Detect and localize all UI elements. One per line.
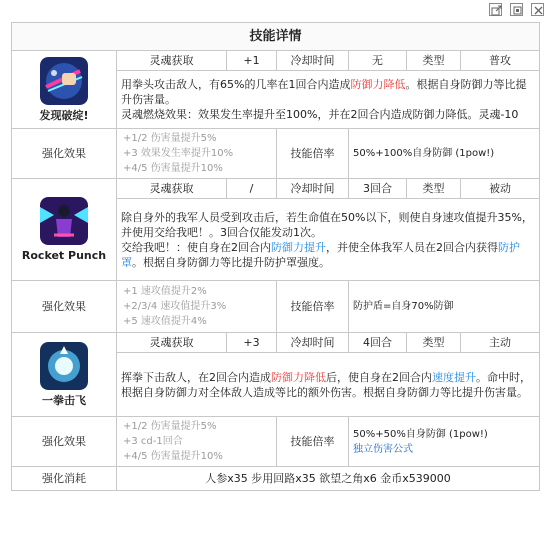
desc-text: 交给我吧！：使自身在2回合内 — [121, 240, 271, 254]
list-item: +4/5 伤害量提升10% — [123, 451, 223, 462]
desc-text: 。根据自身防御力等比提升防护罩强度。 — [132, 255, 330, 269]
multiplier-label: 技能倍率 — [277, 129, 349, 179]
enhance-label: 强化效果 — [12, 281, 117, 333]
buff-link[interactable]: 防御力提升 — [271, 240, 326, 254]
soul-obtain-label: 灵魂获取 — [117, 51, 227, 71]
type-label: 类型 — [407, 333, 461, 353]
desc-text: 。根据自身防御力等比提升伤害量。 — [121, 78, 527, 106]
skill-2-soul-value: / — [227, 179, 277, 199]
skill-3-multiplier-value: 50%+50%自身防御 (1pow!) — [353, 428, 488, 440]
skill-2-multiplier-value: 防护盾=自身70%防御 — [349, 281, 540, 333]
skill-3-enhance-list — [117, 417, 277, 467]
consume-value: 人参x35 步用回路x35 欲望之角x6 金币x539000 — [117, 467, 540, 491]
skill-2-cell — [12, 179, 117, 281]
close-icon[interactable] — [531, 3, 544, 16]
multiplier-label: 技能倍率 — [277, 281, 349, 333]
skill-1-multiplier-value: 50%+100%自身防御 (1pow!) — [349, 129, 540, 179]
skill-1-name: 发现破绽! — [39, 108, 89, 122]
desc-text: 灵魂燃烧效果：效果发生率提升至100%，并在2回合内造成防御力降低。灵魂-10 — [121, 108, 519, 121]
type-label: 类型 — [407, 51, 461, 71]
list-item: +5 速攻值提升4% — [123, 316, 207, 327]
list-item: +1/2 伤害量提升5% — [123, 421, 217, 432]
cooldown-label: 冷却时间 — [277, 179, 349, 199]
skill-detail-table — [11, 22, 540, 491]
multiplier-label: 技能倍率 — [277, 417, 349, 467]
skill-3-soul-value: +3 — [227, 333, 277, 353]
skill-2-enhance-list — [117, 281, 277, 333]
cooldown-label: 冷却时间 — [277, 51, 349, 71]
desc-text: 除自身外的我军人员受到攻击后，若生命值在50%以下，则使自身速攻值提升35%，并使用交给我吧！。3回合仅能发动1次。 — [121, 210, 533, 239]
enhance-label: 强化效果 — [12, 417, 117, 467]
formula-link[interactable]: 独立伤害公式 — [353, 443, 413, 455]
desc-text: ，并使全体我军人员在2回合内获得 — [326, 240, 498, 254]
fist-strike-icon — [40, 57, 88, 105]
skill-1-enhance-list — [117, 129, 277, 179]
list-item: +3 cd-1回合 — [123, 436, 183, 447]
desc-text: 挥拳下击敌人，在2回合内造成 — [121, 370, 271, 384]
skill-3-name: 一拳击飞 — [42, 393, 86, 407]
consume-label: 强化消耗 — [12, 467, 117, 491]
uppercut-icon — [40, 342, 88, 390]
debuff-link[interactable]: 防御力降低 — [271, 370, 326, 384]
skill-2-cooldown-value: 3回合 — [349, 179, 407, 199]
desc-text: 用拳头攻击敌人，有65%的几率在1回合内造成 — [121, 78, 351, 91]
list-item: +3 效果发生率提升10% — [123, 148, 234, 159]
skill-3-multiplier-cell — [349, 417, 540, 467]
skill-1-type-value: 普攻 — [461, 51, 540, 71]
window-controls — [489, 0, 544, 18]
table-title: 技能详情 — [12, 23, 540, 51]
shield-link[interactable]: 防护罩 — [121, 240, 520, 269]
popout-icon[interactable] — [489, 3, 502, 16]
debuff-link[interactable]: 防御力降低 — [350, 78, 406, 91]
skill-1-description — [117, 71, 540, 129]
list-item: +1/2 伤害量提升5% — [123, 133, 217, 144]
soul-obtain-label: 灵魂获取 — [117, 333, 227, 353]
list-item: +2/3/4 速攻值提升3% — [123, 301, 227, 312]
skill-3-type-value: 主动 — [461, 333, 540, 353]
list-item: +4/5 伤害量提升10% — [123, 163, 223, 174]
soul-obtain-label: 灵魂获取 — [117, 179, 227, 199]
skill-1-cell — [12, 51, 117, 129]
skill-1-cooldown-value: 无 — [349, 51, 407, 71]
list-item: +1 速攻值提升2% — [123, 286, 207, 297]
rocket-punch-icon — [40, 197, 88, 245]
skill-2-description — [117, 199, 540, 281]
skill-3-description — [117, 353, 540, 417]
cooldown-label: 冷却时间 — [277, 333, 349, 353]
skill-3-cell — [12, 333, 117, 417]
skill-2-type-value: 被动 — [461, 179, 540, 199]
type-label: 类型 — [407, 179, 461, 199]
restore-icon[interactable] — [510, 3, 523, 16]
desc-text: 。命中时，根据自身防御力对全体敌人造成等比的额外伤害。根据自身防御力等比提升伤害量。 — [121, 370, 531, 399]
skill-2-name: Rocket Punch — [21, 248, 107, 262]
desc-text: 后，使自身在2回合内 — [326, 370, 432, 384]
skill-1-soul-value: +1 — [227, 51, 277, 71]
buff-link[interactable]: 速度提升 — [432, 370, 476, 384]
skill-3-cooldown-value: 4回合 — [349, 333, 407, 353]
enhance-label: 强化效果 — [12, 129, 117, 179]
